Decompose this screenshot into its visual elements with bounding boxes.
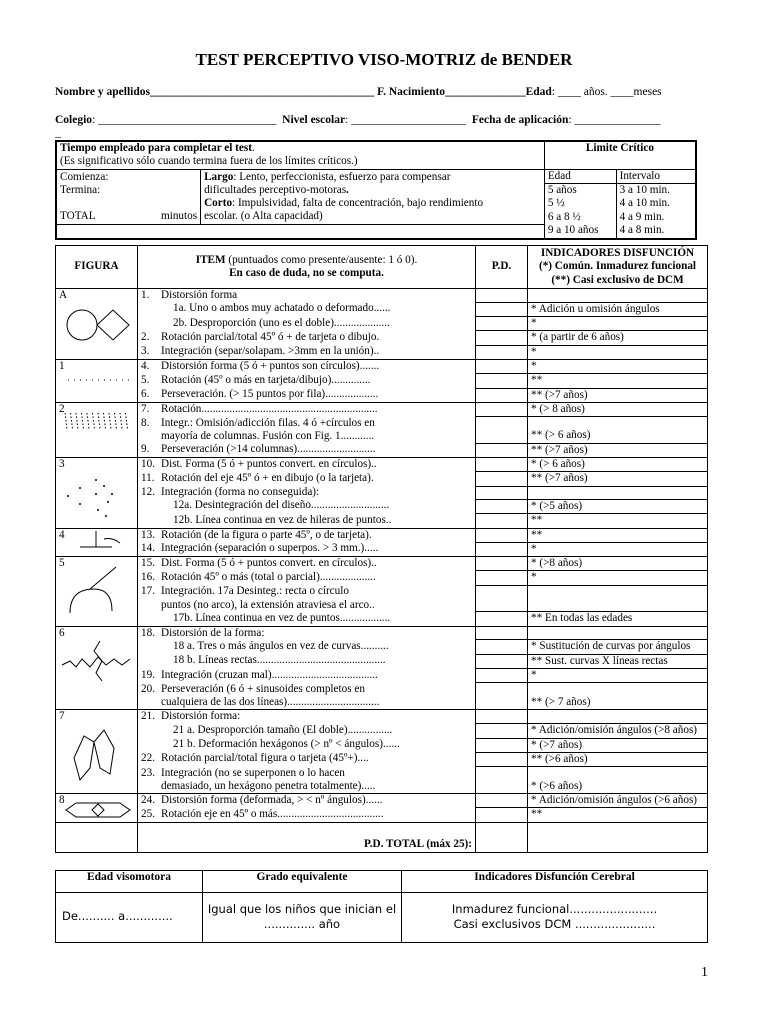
- figure-cell: [56, 402, 138, 457]
- figure-label: 1: [59, 359, 65, 372]
- indicator-cell: [528, 738, 708, 752]
- level-label: Nivel escolar: [282, 114, 346, 126]
- item-number: 1.: [141, 289, 150, 301]
- age-field[interactable]: : ____ años. ____meses: [551, 86, 662, 98]
- item-number: 12.: [141, 486, 155, 499]
- pd-score-field[interactable]: [476, 794, 528, 808]
- item-cell: [138, 571, 476, 585]
- item-header-bold: ITEM: [195, 253, 226, 266]
- item-number: 16.: [141, 570, 155, 583]
- indicator-text: * Adición/omisión ángulos (>6 años): [531, 794, 698, 807]
- item-text: Distorsión forma:: [161, 710, 241, 723]
- item-text: Integración (separación o superpos. > 3 mm.).....: [161, 542, 379, 555]
- item-text: Perseveración (>14 columnas)............................: [161, 443, 376, 456]
- item-subtext: 12a. Desintegración del diseño............................: [173, 499, 390, 512]
- indicator-cell: [528, 669, 708, 683]
- figure-label: 5: [59, 557, 65, 570]
- end-label: Termina:: [60, 183, 101, 196]
- indicator-cell: [528, 571, 708, 585]
- item-cell: [138, 472, 476, 486]
- indicator-text: ** (>6 años): [531, 752, 588, 765]
- indicator-text: * Adición/omisión ángulos (>8 años): [531, 724, 698, 737]
- item-header-line2: En caso de duda, no se computa.: [229, 267, 384, 279]
- pd-score-field[interactable]: [476, 388, 528, 402]
- indicator-cell: [528, 514, 708, 528]
- item-text: Integración (no se superponen o lo hacen: [161, 766, 345, 779]
- item-cell: [138, 302, 476, 316]
- indicator-cell: [528, 710, 708, 724]
- item-cell: [138, 331, 476, 345]
- item-text: Distorsión forma (deformada, > < nº ángulos)......: [161, 794, 383, 807]
- pd-score-field[interactable]: [476, 486, 528, 499]
- indicator-text: **: [531, 528, 543, 541]
- header-line-1: [55, 86, 662, 98]
- pd-score-field[interactable]: [476, 317, 528, 331]
- figure-cell: [56, 458, 138, 528]
- date-label: Fecha de aplicación: [471, 114, 569, 126]
- indicator-text: ** (>7 años): [531, 472, 588, 485]
- pd-score-field[interactable]: [476, 374, 528, 388]
- indicator-cell: [528, 374, 708, 388]
- date-field[interactable]: : _______________: [568, 114, 661, 126]
- figure-cell: [56, 528, 138, 557]
- indicator-text: * (>5 años): [531, 499, 583, 512]
- indicator-text: ** (>7 años): [531, 388, 588, 401]
- pd-score-field[interactable]: [476, 585, 528, 612]
- item-cell: [138, 317, 476, 331]
- indicators-header-2: (*) Común. Inmadurez funcional: [538, 260, 697, 273]
- item-cell: [138, 724, 476, 738]
- item-number: 8.: [141, 416, 150, 429]
- limit-intervalo-cell: 4 a 8 min.: [616, 224, 696, 238]
- limit-heading-cell: [544, 141, 696, 169]
- item-text: Rotación del eje 45º ó + en dibujo (o la tarjeta).: [161, 471, 374, 484]
- pd-score-field[interactable]: [476, 542, 528, 556]
- item-cell: [138, 542, 476, 556]
- indicator-text: * (> 6 años): [531, 458, 585, 471]
- indicator-text: ** (>7 años): [531, 443, 588, 456]
- indicator-text: **: [531, 514, 543, 527]
- item-text: Rotación eje en 45º o más......................................: [161, 807, 384, 820]
- figure-label: 4: [59, 528, 65, 541]
- item-number: 2.: [141, 330, 150, 343]
- pd-score-field[interactable]: [476, 557, 528, 571]
- item-cell: [138, 626, 476, 640]
- birth-field[interactable]: ______________: [445, 86, 526, 98]
- indicator-cell: [528, 302, 708, 316]
- item-text: Integración (forma no conseguida):: [161, 486, 320, 499]
- indicator-text: ** En todas las edades: [531, 612, 633, 625]
- indicator-cell: [528, 528, 708, 542]
- timing-note: (Es significativo sólo cuando termina fuera de los límites críticos.): [60, 155, 358, 168]
- pd-score-field[interactable]: [476, 345, 528, 359]
- indicator-text: *: [531, 359, 537, 372]
- grado-equivalente-field[interactable]: Igual que los niños que inician el .............. año: [203, 893, 402, 943]
- header-line-3: _: [55, 127, 61, 139]
- item-text-continued: mayoría de columnas. Fusión con Fig. 1............: [161, 429, 375, 442]
- pd-score-field[interactable]: [476, 654, 528, 668]
- figure-label: A: [59, 289, 68, 301]
- item-number: 5.: [141, 373, 150, 386]
- grado-equivalente-header: Grado equivalente: [203, 871, 402, 893]
- indicator-cell: [528, 542, 708, 556]
- limit-intervalo-cell: 4 a 9 min.: [616, 211, 696, 224]
- item-number: 11.: [141, 471, 155, 484]
- name-label: Nombre y apellidos: [55, 86, 150, 98]
- figure-cell: [56, 557, 138, 626]
- item-cell: [138, 443, 476, 457]
- item-text: Rotación parcial/total figura o tarjeta (45º+)....: [161, 752, 369, 765]
- item-subtext: 18 b. Líneas rectas..............................................: [173, 654, 386, 667]
- indicator-cell: [528, 402, 708, 416]
- pd-total-label: P.D. TOTAL (máx 25):: [138, 822, 476, 852]
- item-cell: [138, 767, 476, 794]
- figure-cell: [56, 359, 138, 402]
- indicator-text: **: [531, 374, 543, 387]
- figura-header: FIGURA: [56, 246, 138, 289]
- indicator-text: *: [531, 345, 537, 358]
- item-text: Integración (cruzan mal)......................................: [161, 668, 378, 681]
- item-text: Distorsión forma (5 ó + puntos son círculos).......: [161, 359, 380, 372]
- pd-score-field[interactable]: [476, 752, 528, 766]
- edad-visomotora-header: Edad visomotora: [56, 871, 203, 893]
- indicator-text: *: [531, 542, 537, 555]
- largo-label: Largo: [204, 170, 234, 183]
- indicator-text: * (>6 años): [531, 779, 583, 792]
- limit-edad-cell: 5 años: [544, 184, 616, 198]
- col-intervalo-header: Intervalo: [616, 169, 696, 183]
- header-line-2: [55, 114, 661, 126]
- item-number: 20.: [141, 682, 155, 695]
- item-number: 9.: [141, 443, 150, 456]
- item-number: 23.: [141, 766, 155, 779]
- item-cell: [138, 458, 476, 472]
- indicator-text: * (>7 años): [531, 738, 583, 751]
- item-number: 3.: [141, 345, 150, 358]
- edad-visomotora-field[interactable]: De.......... a.............: [56, 893, 203, 943]
- item-number: 6.: [141, 388, 150, 401]
- item-number: 4.: [141, 359, 150, 372]
- item-text-continued: puntos (no arco), la extensión atraviesa el arco..: [161, 598, 375, 611]
- indicator-text: ** Sust. curvas X líneas rectas: [531, 654, 668, 667]
- indicator-cell: [528, 472, 708, 486]
- largo-text-2: dificultades perceptivo-motoras: [204, 183, 347, 196]
- limit-intervalo-cell: 4 a 10 min.: [616, 197, 696, 210]
- page-title: TEST PERCEPTIVO VISO-MOTRIZ de BENDER: [195, 50, 573, 69]
- item-cell: [138, 669, 476, 683]
- indicators-header: [528, 246, 708, 289]
- pd-score-field[interactable]: [476, 514, 528, 528]
- item-number: 15.: [141, 557, 155, 570]
- figure-label: 6: [59, 626, 65, 639]
- limit-heading: Limite Crítico: [585, 142, 654, 154]
- item-number: 18.: [141, 626, 155, 639]
- indicadores-header: Indicadores Disfunción Cerebral: [402, 871, 708, 893]
- minutes-label: minutos: [161, 210, 198, 223]
- indicator-text: ** (> 6 años): [531, 429, 591, 442]
- age-label: Edad: [525, 86, 552, 98]
- indicators-header-3: (**) Casi exclusivo de DCM: [551, 273, 684, 286]
- birth-label: F. Nacimiento: [377, 86, 446, 98]
- item-cell: [138, 499, 476, 513]
- indicator-cell: [528, 612, 708, 626]
- item-text: Integración. 17a Desinteg.: recta o círculo: [161, 585, 349, 598]
- item-cell: [138, 710, 476, 724]
- item-text: Dist. Forma (5 ó + puntos convert. en círculos)..: [161, 458, 377, 471]
- indicator-text: * (>8 años): [531, 557, 583, 570]
- indicator-cell: [528, 626, 708, 640]
- indicator-cell: [528, 486, 708, 499]
- timing-heading: Tiempo empleado para completar el test: [60, 142, 252, 154]
- indicator-cell: [528, 752, 708, 766]
- figure-cell: [56, 794, 138, 823]
- pd-score-field[interactable]: [476, 738, 528, 752]
- item-number: 24.: [141, 794, 155, 807]
- total-row: [60, 210, 197, 223]
- item-cell: [138, 752, 476, 766]
- indicator-text: ** (> 7 años): [531, 696, 591, 709]
- item-text: Integración (separ/solapam. >3mm en la unión)..: [161, 345, 380, 358]
- item-number: 7.: [141, 402, 150, 415]
- indicator-cell: [528, 499, 708, 513]
- item-text-continued: cualquiera de las dos líneas).................................: [161, 696, 380, 709]
- indicator-cell: [528, 808, 708, 822]
- item-text: Rotación (45º o más en tarjeta/dibujo)..............: [161, 373, 371, 386]
- item-cell: [138, 654, 476, 668]
- corto-text: : Impulsividad, falta de concentración, bajo rendimiento: [232, 197, 484, 210]
- indicator-text: * (> 8 años): [531, 402, 585, 415]
- indicator-text: * Sustitución de curvas por ángulos: [531, 640, 691, 653]
- timing-explanations: Largo: Lento, perfeccionista, esfuerzo para compensar dificultades perceptivo-motoras. Corto: Impulsividad, falta de concentración, bajo rendimiento escolar. (o Alta capacidad): [201, 169, 545, 224]
- item-subtext: 21 a. Desproporción tamaño (El doble)................: [173, 723, 393, 736]
- figure-label: 2: [59, 402, 65, 415]
- pd-score-field[interactable]: [476, 710, 528, 724]
- figure-label: 3: [59, 458, 65, 471]
- figure-label: 8: [59, 794, 65, 807]
- item-number: 10.: [141, 458, 155, 471]
- limit-intervalo-cell: 3 a 10 min.: [616, 184, 696, 198]
- indicator-cell: [528, 317, 708, 331]
- pd-score-field[interactable]: [476, 302, 528, 316]
- indicator-cell: [528, 654, 708, 668]
- indicator-text: *: [531, 669, 537, 682]
- item-cell: [138, 374, 476, 388]
- item-text: Rotación...............................................................: [161, 402, 378, 415]
- indicator-text: * (a partir de 6 años): [531, 331, 624, 344]
- item-cell: [138, 808, 476, 822]
- total-label: TOTAL: [60, 210, 96, 223]
- school-field[interactable]: : _______________________________: [92, 114, 277, 126]
- figure-cell: [56, 626, 138, 710]
- item-cell: [138, 640, 476, 654]
- item-header-note: (puntuados como presente/ausente: 1 ó 0).: [225, 253, 418, 266]
- indicator-text: *: [531, 317, 537, 330]
- page-number: 1: [701, 965, 708, 980]
- start-label: Comienza:: [60, 170, 109, 183]
- indicator-cell: [528, 640, 708, 654]
- timing-fields: [56, 169, 201, 224]
- indicator-cell: [528, 359, 708, 373]
- item-subtext: 17b. Línea continua en vez de puntos..................: [173, 611, 391, 624]
- item-cell: [138, 388, 476, 402]
- indicator-cell: [528, 458, 708, 472]
- item-header: [138, 246, 476, 289]
- pd-score-field[interactable]: [476, 683, 528, 710]
- corto-label: Corto: [204, 197, 233, 210]
- item-number: 14.: [141, 542, 155, 555]
- pd-score-field[interactable]: [476, 331, 528, 345]
- item-cell: [138, 514, 476, 528]
- indicator-cell: [528, 724, 708, 738]
- figure-label: 7: [59, 710, 65, 723]
- pd-score-field[interactable]: [476, 499, 528, 513]
- indicator-cell: [528, 289, 708, 303]
- pd-header: P.D.: [476, 246, 528, 289]
- item-cell: [138, 585, 476, 612]
- timing-heading-cell: Tiempo empleado para completar el test. (Es significativo sólo cuando termina fuera de los límites críticos.): [56, 141, 544, 169]
- name-field[interactable]: _______________________________________: [150, 86, 375, 98]
- item-text: Integr.: Omisión/adicción filas. 4 ó +círculos en: [161, 416, 375, 429]
- indicator-cell: [528, 331, 708, 345]
- item-text: Perseveración (6 ó + sinusoides completos en: [161, 682, 365, 695]
- indicator-cell: [528, 767, 708, 794]
- pd-score-field[interactable]: [476, 724, 528, 738]
- level-field[interactable]: : ____________________: [345, 114, 467, 126]
- item-subtext: 18 a. Tres o más ángulos en vez de curvas..........: [173, 639, 389, 652]
- item-cell: [138, 738, 476, 752]
- indicator-cell: [528, 585, 708, 612]
- item-cell: [138, 289, 476, 303]
- item-cell: [138, 345, 476, 359]
- item-subtext: 2b. Desproporción (uno es el doble)....................: [173, 316, 390, 329]
- school-label: Colegio: [55, 114, 93, 126]
- item-number: 13.: [141, 528, 155, 541]
- indicator-cell: [528, 443, 708, 457]
- indicator-text: **: [531, 808, 543, 821]
- item-cell: [138, 486, 476, 499]
- item-text: Distorsión forma: [161, 289, 238, 301]
- scoring-table: [55, 245, 708, 853]
- pd-score-field[interactable]: [476, 417, 528, 444]
- limit-edad-cell: 6 a 8 ½: [544, 211, 616, 224]
- item-number: 25.: [141, 807, 155, 820]
- item-cell: [138, 402, 476, 416]
- pd-score-field[interactable]: [476, 528, 528, 542]
- indicator-cell: [528, 683, 708, 710]
- item-cell: [138, 612, 476, 626]
- item-cell: [138, 359, 476, 373]
- summary-table: [55, 870, 708, 943]
- item-text: Dist. Forma (5 ó + puntos convert. en círculos)..: [161, 557, 377, 570]
- pd-total-field[interactable]: [476, 822, 528, 852]
- pd-score-field[interactable]: [476, 458, 528, 472]
- pd-score-field[interactable]: [476, 472, 528, 486]
- item-cell: [138, 683, 476, 710]
- indicator-cell: [528, 557, 708, 571]
- pd-score-field[interactable]: [476, 402, 528, 416]
- item-text-continued: demasiado, un hexágono penetra totalmente).....: [161, 779, 376, 792]
- pd-score-field[interactable]: [476, 626, 528, 640]
- indicator-cell: [528, 417, 708, 444]
- pd-score-field[interactable]: [476, 808, 528, 822]
- item-subtext: 21 b. Deformación hexágonos (> nº < ángulos)......: [173, 738, 400, 750]
- item-text: Rotación (de la figura o parte 45º, o de tarjeta).: [161, 528, 372, 541]
- indicators-header-1: INDICADORES DISFUNCIÓN: [540, 247, 695, 260]
- item-number: 17.: [141, 585, 155, 598]
- indicadores-field[interactable]: Inmadurez funcional........................ Casi exclusivos DCM ......................: [402, 893, 708, 943]
- item-text: Rotación parcial/total 45º ó + de tarjeta o dibujo.: [161, 330, 380, 343]
- pd-score-field[interactable]: [476, 443, 528, 457]
- item-number: 22.: [141, 752, 155, 765]
- item-cell: [138, 557, 476, 571]
- indicator-cell: [528, 794, 708, 808]
- pd-score-field[interactable]: [476, 669, 528, 683]
- pd-score-field[interactable]: [476, 359, 528, 373]
- pd-score-field[interactable]: [476, 767, 528, 794]
- pd-score-field[interactable]: [476, 612, 528, 626]
- item-cell: [138, 794, 476, 808]
- pd-score-field[interactable]: [476, 640, 528, 654]
- corto-text-2: escolar. (o Alta capacidad): [204, 210, 323, 223]
- item-number: 19.: [141, 668, 155, 681]
- item-subtext: 1a. Uno o ambos muy achatado o deformado......: [173, 302, 391, 315]
- indicator-text: *: [531, 571, 537, 584]
- largo-text: : Lento, perfeccionista, esfuerzo para compensar: [233, 170, 451, 183]
- timing-table: [55, 140, 697, 240]
- indicator-text: * Adición u omisión ángulos: [531, 302, 660, 315]
- limit-edad-cell: 9 a 10 años: [544, 224, 616, 238]
- item-subtext: 12b. Línea continua en vez de hileras de puntos..: [173, 513, 392, 526]
- figure-cell: [56, 710, 138, 794]
- item-cell: [138, 417, 476, 444]
- item-text: Distorsión de la forma:: [161, 626, 265, 639]
- limit-edad-cell: 5 ½: [544, 197, 616, 210]
- item-cell: [138, 528, 476, 542]
- item-text: Rotación 45º o más (total o parcial)....................: [161, 570, 376, 583]
- indicator-cell: [528, 345, 708, 359]
- indicator-cell: [528, 388, 708, 402]
- pd-score-field[interactable]: [476, 289, 528, 303]
- item-text: Perseveración. (> 15 puntos por fila)...................: [161, 388, 379, 401]
- figure-cell: [56, 289, 138, 360]
- pd-score-field[interactable]: [476, 571, 528, 585]
- col-edad-header: Edad: [544, 169, 616, 183]
- item-number: 21.: [141, 710, 155, 723]
